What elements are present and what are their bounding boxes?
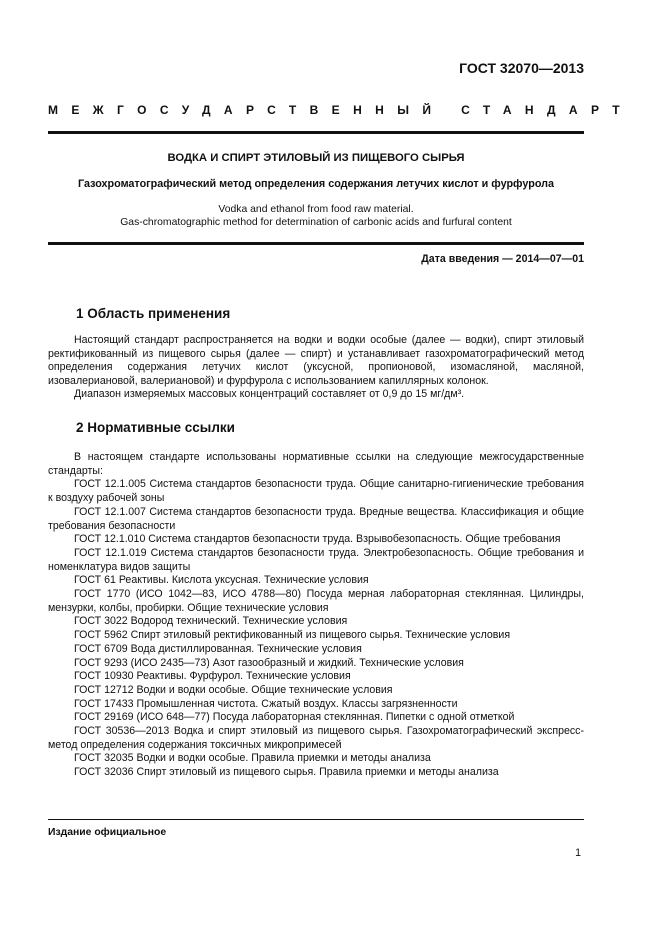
title-rule bbox=[48, 242, 584, 245]
reference-item: ГОСТ 32036 Спирт этиловый из пищевого сырья. Правила приемки и методы анализа bbox=[74, 766, 499, 779]
references-intro: В настоящем стандарте использованы нормативные ссылки на следующие межгосударственные стандарты: bbox=[48, 451, 584, 477]
reference-item: ГОСТ 12.1.010 Система стандартов безопасности труда. Взрывобезопасность. Общие требования bbox=[74, 533, 561, 546]
section-1-heading: 1 Область применения bbox=[76, 306, 231, 321]
reference-item: ГОСТ 12.1.007 Система стандартов безопасности труда. Вредные вещества. Классификация и общие требования безопасности bbox=[48, 505, 584, 532]
reference-item: ГОСТ 1770 (ИСО 1042—83, ИСО 4788—80) Посуда мерная лабораторная стеклянная. Цилиндры, мензурки, колбы, пробирки. Общие технические условия bbox=[48, 588, 584, 614]
title-english-line2: Gas-chromatographic method for determination of carbonic acids and furfural content bbox=[120, 217, 512, 228]
standard-banner: МЕЖГОСУДАРСТВЕННЫЙ СТАНДАРТ bbox=[48, 103, 633, 117]
reference-item: ГОСТ 3022 Водород технический. Технические условия bbox=[74, 615, 348, 628]
reference-item: ГОСТ 6709 Вода дистиллированная. Технические условия bbox=[74, 642, 362, 655]
section-2-heading: 2 Нормативные ссылки bbox=[76, 420, 235, 435]
reference-item: ГОСТ 5962 Спирт этиловый ректификованный из пищевого сырья. Технические условия bbox=[74, 629, 511, 642]
title-main: ВОДКА И СПИРТ ЭТИЛОВЫЙ ИЗ ПИЩЕВОГО СЫРЬЯ bbox=[167, 152, 465, 164]
normative-references bbox=[48, 451, 584, 780]
title-english-line1: Vodka and ethanol from food raw material. bbox=[218, 204, 414, 215]
introduction-date: Дата введения — 2014—07—01 bbox=[421, 253, 584, 265]
section-1-range-paragraph: Диапазон измеряемых массовых концентраций составляет от 0,9 до 15 мг/дм³. bbox=[74, 388, 465, 401]
section-1-body bbox=[48, 334, 584, 402]
reference-item: ГОСТ 17433 Промышленная чистота. Сжатый воздух. Классы загрязненности bbox=[74, 697, 458, 710]
reference-item: ГОСТ 9293 (ИСО 2435—73) Азот газообразный и жидкий. Технические условия bbox=[74, 656, 464, 669]
header-rule bbox=[48, 131, 584, 134]
reference-item: ГОСТ 61 Реактивы. Кислота уксусная. Технические условия bbox=[74, 574, 369, 587]
footer-rule bbox=[48, 819, 584, 820]
official-edition-label: Издание официальное bbox=[48, 827, 167, 838]
reference-item: ГОСТ 29169 (ИСО 648—77) Посуда лабораторная стеклянная. Пипетки с одной отметкой bbox=[74, 711, 515, 724]
reference-item: ГОСТ 12712 Водки и водки особые. Общие технические условия bbox=[74, 683, 393, 696]
reference-item: ГОСТ 10930 Реактивы. Фурфурол. Технические условия bbox=[74, 670, 351, 683]
reference-item: ГОСТ 12.1.005 Система стандартов безопасности труда. Общие санитарно-гигиенические требования к воздуху рабочей зоны bbox=[48, 478, 584, 505]
title-subtitle: Газохроматографический метод определения содержания летучих кислот и фурфурола bbox=[77, 178, 555, 190]
reference-item: ГОСТ 32035 Водки и водки особые. Правила приемки и методы анализа bbox=[74, 752, 431, 765]
standard-number: ГОСТ 32070—2013 bbox=[459, 60, 584, 76]
section-1-paragraph: Настоящий стандарт распространяется на водки и водки особые (далее — водки), спирт этиловый ректификованный из пищевого сырья (далее — спирт) и устанавливает газохроматографический метод определения содержания летучих кислот (уксусной, пропионовой, изомасляной, масляной, изовалериановой, валериановой) и фурфурола с использованием капиллярных колонок. bbox=[48, 334, 584, 387]
reference-item: ГОСТ 30536—2013 Водка и спирт этиловый из пищевого сырья. Газохроматографический экспресс-метод определения содержания токсичных микропримесей bbox=[48, 725, 584, 751]
page-number: 1 bbox=[575, 847, 581, 859]
reference-item: ГОСТ 12.1.019 Система стандартов безопасности труда. Электробезопасность. Общие требования и номенклатура видов защиты bbox=[48, 546, 584, 573]
